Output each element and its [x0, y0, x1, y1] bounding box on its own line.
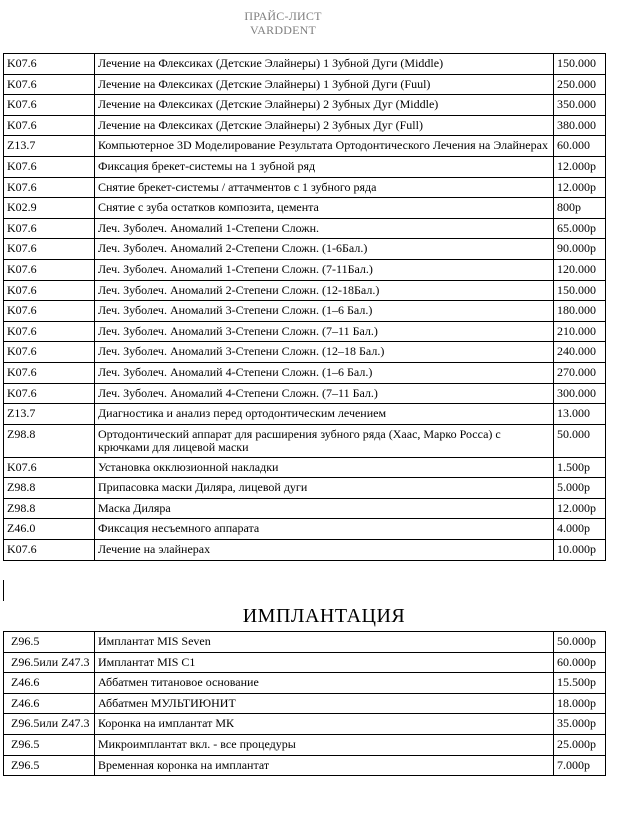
service-code-cell: K07.6	[4, 540, 95, 561]
table-row	[4, 714, 606, 735]
service-name-cell: Лечение на Флексиках (Детские Элайнеры) 2 Зубных Дуг (Full)	[95, 115, 554, 136]
service-price-cell: 240.000	[554, 342, 606, 363]
service-price-cell: 120.000	[554, 259, 606, 280]
table-row	[4, 404, 606, 425]
service-price-cell: 800р	[554, 198, 606, 219]
table-row	[4, 156, 606, 177]
service-price-cell: 7.000р	[554, 755, 606, 776]
service-name-cell: Имплантат MIS C1	[95, 652, 554, 673]
service-price-cell: 250.000	[554, 74, 606, 95]
table-row	[4, 540, 606, 561]
service-price-cell: 18.000р	[554, 693, 606, 714]
service-code-cell: Z98.8	[4, 498, 95, 519]
service-code-cell: K07.6	[4, 156, 95, 177]
service-name-cell: Маска Диляра	[95, 498, 554, 519]
service-price-cell: 1.500р	[554, 457, 606, 478]
service-code-cell: K07.6	[4, 95, 95, 116]
service-code-cell: Z96.5или Z47.3	[4, 652, 95, 673]
implantation-price-table	[3, 631, 606, 776]
table-row	[4, 321, 606, 342]
service-price-cell: 12.000р	[554, 498, 606, 519]
service-name-cell: Фиксация брекет-системы на 1 зубной ряд	[95, 156, 554, 177]
service-code-cell: K07.6	[4, 259, 95, 280]
service-code-cell: K07.6	[4, 218, 95, 239]
service-price-cell: 50.000р	[554, 632, 606, 653]
service-name-cell: Леч. Зуболеч. Аномалий 4-Степени Сложн. (1–6 Бал.)	[95, 362, 554, 383]
table-row	[4, 632, 606, 653]
service-name-cell: Аббатмен титановое основание	[95, 673, 554, 694]
service-code-cell: K07.6	[4, 74, 95, 95]
service-price-cell: 25.000р	[554, 734, 606, 755]
table-row	[4, 95, 606, 116]
service-name-cell: Леч. Зуболеч. Аномалий 3-Степени Сложн. (12–18 Бал.)	[95, 342, 554, 363]
service-price-cell: 270.000	[554, 362, 606, 383]
service-code-cell: K07.6	[4, 362, 95, 383]
service-name-cell: Леч. Зуболеч. Аномалий 3-Степени Сложн. (1–6 Бал.)	[95, 301, 554, 322]
service-code-cell: Z46.0	[4, 519, 95, 540]
table-row	[4, 383, 606, 404]
service-price-cell: 60.000р	[554, 652, 606, 673]
service-name-cell: Лечение на Флексиках (Детские Элайнеры) 1 Зубной Дуги (Middle)	[95, 54, 554, 75]
service-code-cell: K07.6	[4, 457, 95, 478]
service-name-cell: Аббатмен МУЛЬТИЮНИТ	[95, 693, 554, 714]
table-row	[4, 54, 606, 75]
table-row	[4, 74, 606, 95]
price-list-header	[0, 9, 566, 37]
table-row	[4, 136, 606, 157]
service-price-cell: 350.000	[554, 95, 606, 116]
service-code-cell: K07.6	[4, 342, 95, 363]
table-row	[4, 755, 606, 776]
service-price-cell: 4.000р	[554, 519, 606, 540]
service-name-cell: Леч. Зуболеч. Аномалий 4-Степени Сложн. (7–11 Бал.)	[95, 383, 554, 404]
service-code-cell: K07.6	[4, 177, 95, 198]
price-list-title: ПРАЙС-ЛИСТ	[244, 9, 322, 23]
table-row	[4, 218, 606, 239]
table-row	[4, 734, 606, 755]
service-code-cell: K07.6	[4, 280, 95, 301]
service-name-cell: Диагностика и анализ перед ортодонтическим лечением	[95, 404, 554, 425]
service-name-cell: Припасовка маски Диляра, лицевой дуги	[95, 478, 554, 499]
table-row	[4, 115, 606, 136]
service-price-cell: 35.000р	[554, 714, 606, 735]
table-row	[4, 478, 606, 499]
service-price-cell: 210.000	[554, 321, 606, 342]
service-price-cell: 13.000	[554, 404, 606, 425]
service-name-cell: Временная коронка на имплантат	[95, 755, 554, 776]
service-name-cell: Леч. Зуболеч. Аномалий 2-Степени Сложн. (12-18Бал.)	[95, 280, 554, 301]
service-code-cell: K07.6	[4, 239, 95, 260]
table-row	[4, 342, 606, 363]
service-name-cell: Лечение на элайнерах	[95, 540, 554, 561]
implantation-section-title: ИМПЛАНТАЦИЯ	[242, 605, 406, 627]
service-name-cell: Имплантат MIS Seven	[95, 632, 554, 653]
orthodontics-price-table	[3, 53, 606, 561]
service-name-cell: Лечение на Флексиках (Детские Элайнеры) 1 Зубной Дуги (Fuul)	[95, 74, 554, 95]
service-code-cell: Z98.8	[4, 424, 95, 457]
service-name-cell: Ортодонтический аппарат для расширения зубного ряда (Хаас, Марко Росса) с крючками для лицевой маски	[95, 424, 554, 457]
service-price-cell: 300.000	[554, 383, 606, 404]
service-code-cell: Z96.5или Z47.3	[4, 714, 95, 735]
service-code-cell: Z46.6	[4, 673, 95, 694]
service-code-cell: Z46.6	[4, 693, 95, 714]
service-price-cell: 15.500р	[554, 673, 606, 694]
service-name-cell: Снятие брекет-системы / аттачментов с 1 зубного ряда	[95, 177, 554, 198]
service-name-cell: Леч. Зуболеч. Аномалий 3-Степени Сложн. (7–11 Бал.)	[95, 321, 554, 342]
service-code-cell: Z96.5	[4, 632, 95, 653]
clinic-name: VARDDENT	[249, 23, 317, 37]
service-price-cell: 150.000	[554, 54, 606, 75]
table-row	[4, 652, 606, 673]
table-row	[4, 239, 606, 260]
service-name-cell: Леч. Зуболеч. Аномалий 1-Степени Сложн.	[95, 218, 554, 239]
table-row	[4, 424, 606, 457]
service-name-cell: Снятие с зуба остатков композита, цемента	[95, 198, 554, 219]
service-code-cell: Z13.7	[4, 136, 95, 157]
table-row	[4, 198, 606, 219]
service-name-cell: Леч. Зуболеч. Аномалий 2-Степени Сложн. (1-6Бал.)	[95, 239, 554, 260]
service-code-cell: Z96.5	[4, 755, 95, 776]
service-name-cell: Установка окклюзионной накладки	[95, 457, 554, 478]
service-price-cell: 180.000	[554, 301, 606, 322]
service-price-cell: 12.000р	[554, 177, 606, 198]
table-row	[4, 301, 606, 322]
service-price-cell: 12.000р	[554, 156, 606, 177]
table-row	[4, 280, 606, 301]
service-price-cell: 5.000р	[554, 478, 606, 499]
service-code-cell: K07.6	[4, 301, 95, 322]
service-code-cell: K02.9	[4, 198, 95, 219]
table-row	[4, 519, 606, 540]
table-row	[4, 457, 606, 478]
table-row	[4, 693, 606, 714]
service-price-cell: 380.000	[554, 115, 606, 136]
table-row	[4, 498, 606, 519]
service-name-cell: Компьютерное 3D Моделирование Результата Ортодонтического Лечения на Элайнерах	[95, 136, 554, 157]
table-row	[4, 259, 606, 280]
service-price-cell: 90.000р	[554, 239, 606, 260]
table-row	[4, 673, 606, 694]
service-price-cell: 10.000р	[554, 540, 606, 561]
table-border-stub	[3, 580, 4, 601]
service-price-cell: 50.000	[554, 424, 606, 457]
service-name-cell: Микроимплантат вкл. - все процедуры	[95, 734, 554, 755]
service-code-cell: K07.6	[4, 321, 95, 342]
service-name-cell: Коронка на имплантат МК	[95, 714, 554, 735]
service-code-cell: Z96.5	[4, 734, 95, 755]
service-name-cell: Фиксация несъемного аппарата	[95, 519, 554, 540]
service-code-cell: K07.6	[4, 383, 95, 404]
service-price-cell: 150.000	[554, 280, 606, 301]
table-row	[4, 362, 606, 383]
table-row	[4, 177, 606, 198]
service-code-cell: Z13.7	[4, 404, 95, 425]
service-code-cell: K07.6	[4, 115, 95, 136]
service-code-cell: Z98.8	[4, 478, 95, 499]
service-name-cell: Леч. Зуболеч. Аномалий 1-Степени Сложн. (7-11Бал.)	[95, 259, 554, 280]
service-price-cell: 65.000р	[554, 218, 606, 239]
service-code-cell: K07.6	[4, 54, 95, 75]
service-name-cell: Лечение на Флексиках (Детские Элайнеры) 2 Зубных Дуг (Middle)	[95, 95, 554, 116]
service-price-cell: 60.000	[554, 136, 606, 157]
